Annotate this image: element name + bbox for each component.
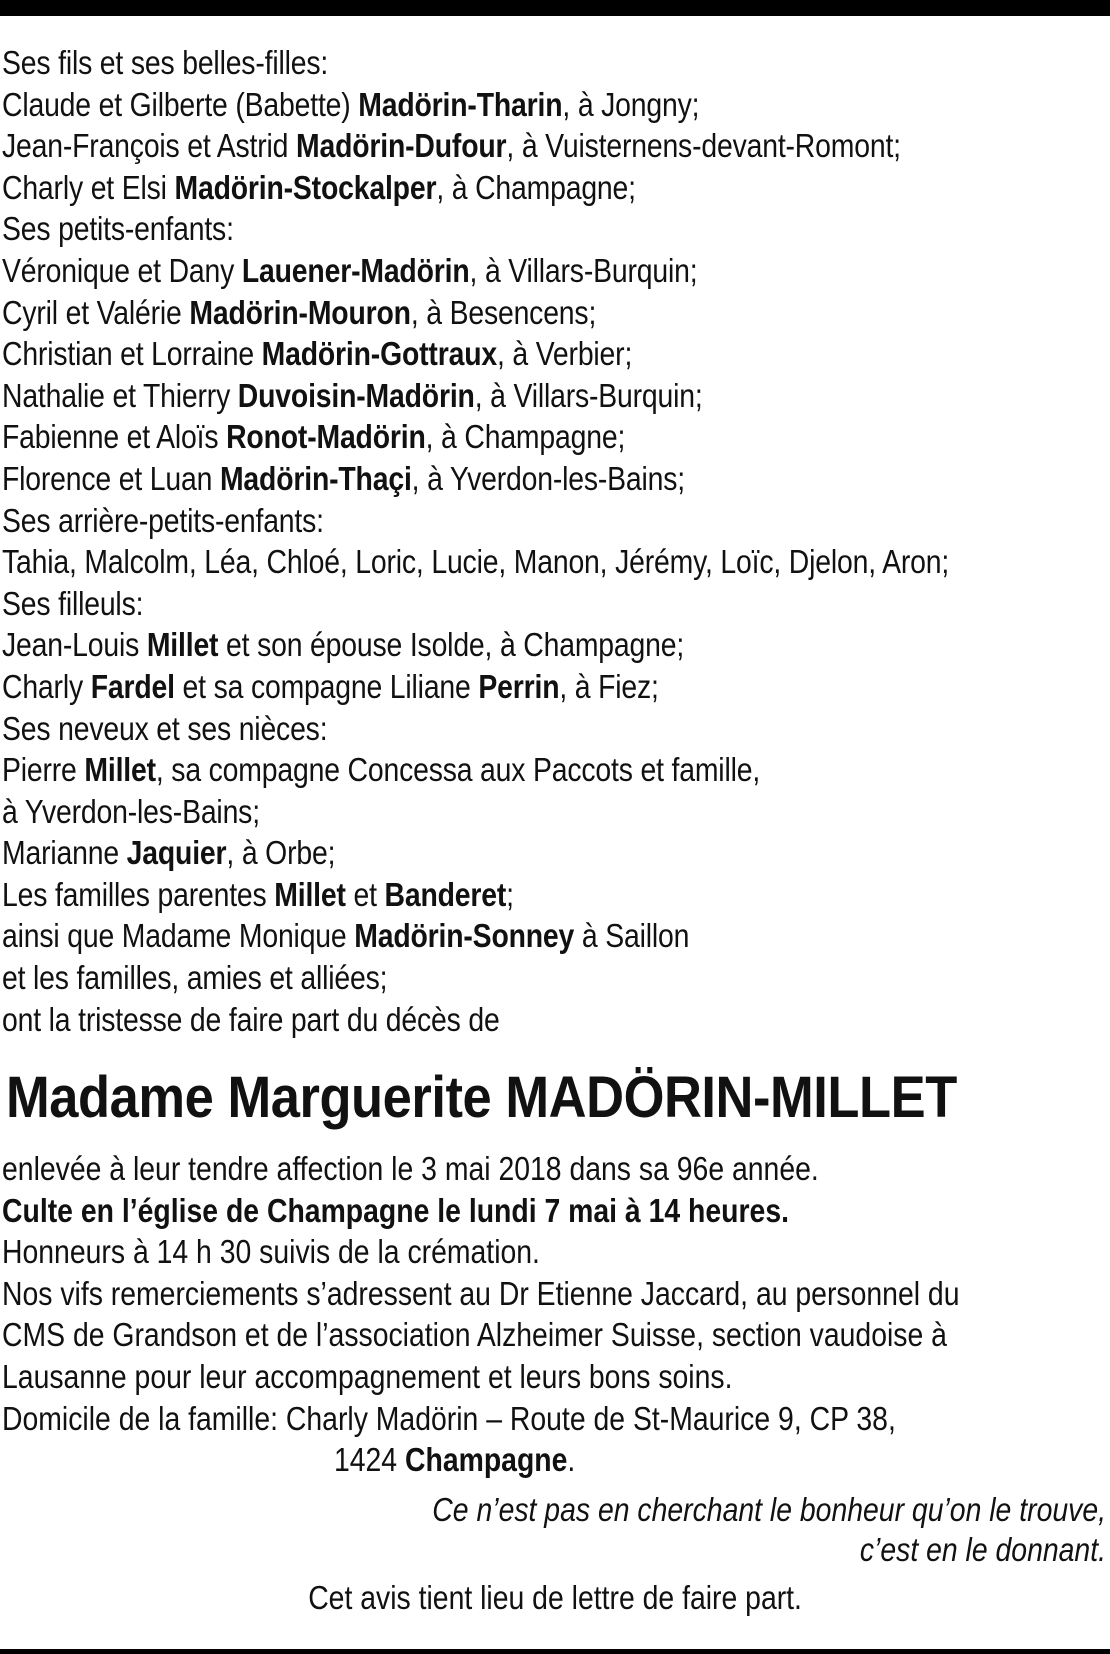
line-text: Jean-Louis	[2, 626, 147, 664]
line-text: Les familles parentes	[2, 875, 275, 913]
family-line	[2, 708, 951, 750]
family-line	[2, 250, 951, 292]
line-text: .	[567, 1441, 576, 1479]
family-line	[2, 749, 951, 791]
line-text: , sa compagne Concessa aux Paccots et famille,	[155, 751, 761, 789]
line-text: Véronique et Dany	[2, 251, 242, 289]
notice-line	[0, 1577, 1110, 1619]
line-text: Pierre	[2, 751, 85, 789]
family-line	[2, 915, 951, 957]
notice-text: Cet avis tient lieu de lettre de faire part.	[308, 1579, 802, 1616]
line-text: Fabienne et Aloïs	[2, 418, 227, 456]
family-name: Ronot-Madörin	[226, 418, 426, 456]
family-name: Jaquier	[126, 834, 227, 872]
family-address: Domicile de la famille: Charly Madörin – Route de St-Maurice 9, CP 38,	[2, 1399, 896, 1437]
line-text: Ses neveux et ses nièces:	[2, 709, 328, 747]
family-line	[2, 874, 951, 916]
family-line	[2, 500, 951, 542]
family-line	[2, 42, 951, 84]
top-rule	[0, 0, 1110, 16]
family-line	[2, 333, 951, 375]
line-text: et sa compagne Liliane	[174, 667, 479, 705]
family-name: Fardel	[90, 667, 175, 705]
line-text: à Yverdon-les-Bains;	[2, 792, 260, 830]
line-text: , à Jongny;	[562, 85, 700, 123]
family-line	[2, 791, 951, 833]
family-name: Lauener-Madörin	[241, 251, 470, 289]
family-name: Millet	[84, 751, 156, 789]
family-line	[2, 832, 951, 874]
line-text: à Saillon	[574, 917, 690, 955]
line-text: Tahia, Malcolm, Léa, Chloé, Loric, Lucie, Manon, Jérémy, Loïc, Djelon, Aron;	[2, 543, 950, 581]
postal-code: 1424	[333, 1441, 405, 1479]
line-text: , à Yverdon-les-Bains;	[411, 459, 686, 497]
family-line	[2, 666, 951, 708]
line-text: , à Villars-Burquin;	[474, 376, 703, 414]
honours-info: Honneurs à 14 h 30 suivis de la crémation.	[2, 1233, 540, 1271]
family-address-locality	[2, 1439, 951, 1481]
line-text: Marianne	[2, 834, 127, 872]
family-name: Madörin-Stockalper	[174, 168, 437, 206]
line-text: Ses arrière-petits-enfants:	[2, 501, 324, 539]
family-name: Madörin-Dufour	[295, 127, 507, 165]
family-name: Madörin-Tharin	[358, 85, 563, 123]
family-line	[2, 167, 951, 209]
line-text: Charly et Elsi	[2, 168, 175, 206]
line-text: et son épouse Isolde, à Champagne;	[218, 626, 685, 664]
thanks-line: Nos vifs remerciements s’adressent au Dr Etienne Jaccard, au personnel du	[2, 1274, 960, 1312]
family-line	[2, 541, 951, 583]
family-line	[2, 375, 951, 417]
family-list	[2, 42, 951, 1040]
line-text: Christian et Lorraine	[2, 335, 262, 373]
line-text: et	[345, 875, 385, 913]
family-name: Millet	[274, 875, 346, 913]
line-text: et les familles, amies et alliées;	[2, 959, 388, 997]
family-line	[2, 208, 951, 250]
family-name: Banderet	[384, 875, 507, 913]
family-line	[2, 292, 951, 334]
line-text: Florence et Luan	[2, 459, 220, 497]
bottom-rule	[0, 1649, 1110, 1654]
line-text: , à Verbier;	[496, 335, 633, 373]
line-text: , à Champagne;	[436, 168, 636, 206]
quote-line: c’est en le donnant.	[859, 1531, 1106, 1568]
line-text: Jean-François et Astrid	[2, 127, 296, 165]
passing-date: enlevée à leur tendre affection le 3 mai 2018 dans sa 96e année.	[2, 1150, 819, 1187]
family-name: Madörin-Sonney	[354, 917, 575, 955]
deceased-name-heading: Madame Marguerite MADÖRIN-MILLET	[6, 1065, 957, 1130]
family-line	[2, 583, 951, 625]
line-text: , à Villars-Burquin;	[469, 251, 698, 289]
family-line	[2, 416, 951, 458]
thanks-line: Lausanne pour leur accompagnement et leurs bons soins.	[2, 1357, 733, 1395]
line-text: ainsi que Madame Monique	[2, 917, 355, 955]
thanks-line: CMS de Grandson et de l’association Alzheimer Suisse, section vaudoise à	[2, 1316, 947, 1354]
line-text: ;	[506, 875, 514, 913]
family-line	[2, 957, 951, 999]
quote-line: Ce n’est pas en cherchant le bonheur qu’on le trouve,	[432, 1491, 1107, 1528]
ceremony-details	[2, 1148, 960, 1481]
line-text: Ses fils et ses belles-filles:	[2, 44, 329, 81]
quote	[332, 1490, 1106, 1570]
family-line	[2, 458, 951, 500]
service-info	[2, 1190, 951, 1232]
line-text: Charly	[2, 667, 91, 705]
line-text: ont la tristesse de faire part du décès de	[2, 1000, 500, 1038]
line-text: , à Besencens;	[410, 293, 597, 331]
locality: Champagne	[404, 1441, 568, 1479]
line-text: Claude et Gilberte (Babette)	[2, 85, 359, 123]
family-line	[2, 84, 951, 126]
line-text: Cyril et Valérie	[2, 293, 190, 331]
family-line	[2, 624, 951, 666]
line-text: , à Fiez;	[559, 667, 659, 705]
service-text: Culte en l’église de Champagne le lundi 7 mai à 14 heures.	[2, 1191, 790, 1229]
family-name: Perrin	[478, 667, 560, 705]
family-line	[2, 999, 951, 1041]
line-text: Ses petits-enfants:	[2, 210, 234, 248]
family-name: Madörin-Gottraux	[261, 335, 497, 373]
family-name: Millet	[146, 626, 219, 664]
line-text: , à Champagne;	[425, 418, 626, 456]
line-text: Ses filleuls:	[2, 584, 144, 622]
line-text: , à Orbe;	[226, 834, 336, 872]
family-name: Madörin-Mouron	[189, 293, 411, 331]
family-line	[2, 125, 951, 167]
family-name: Duvoisin-Madörin	[237, 376, 475, 414]
line-text: , à Vuisternens-devant-Romont;	[506, 127, 901, 165]
family-name: Madörin-Thaçi	[219, 459, 412, 497]
line-text: Nathalie et Thierry	[2, 376, 238, 414]
